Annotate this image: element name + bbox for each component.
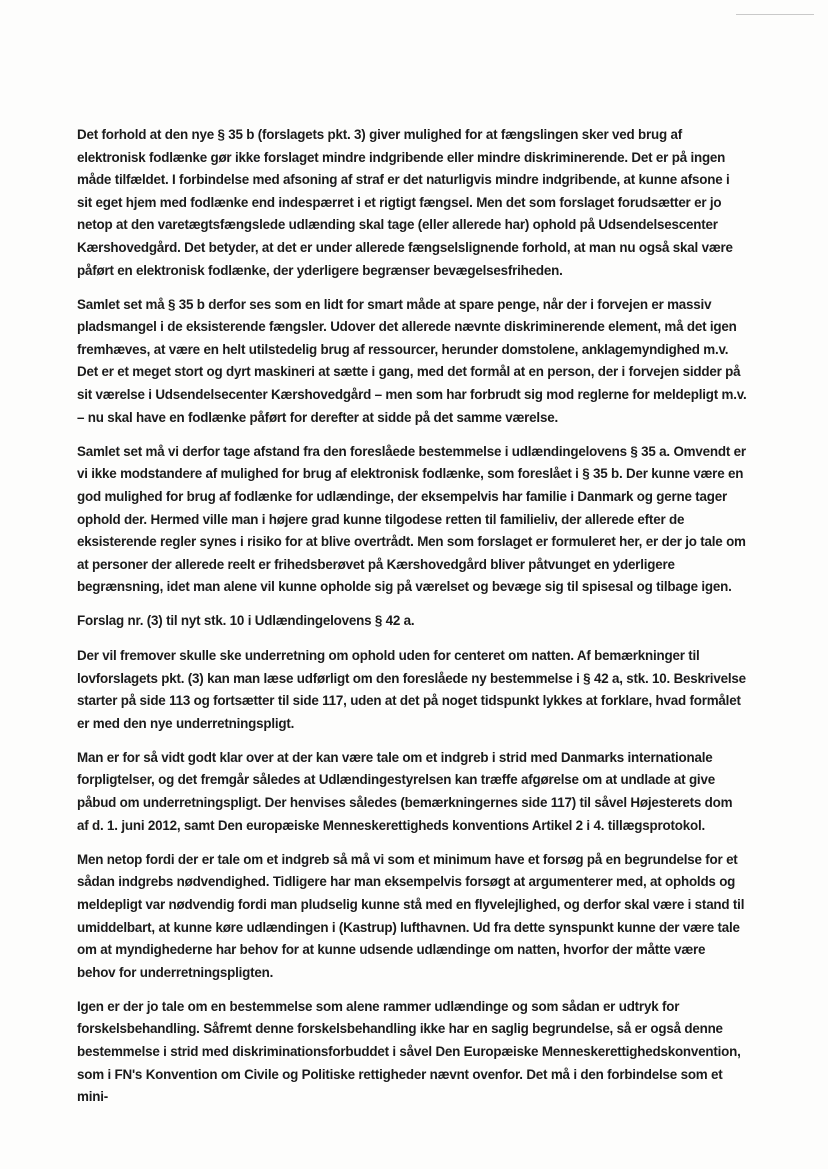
paragraph-underretning: Der vil fremover skulle ske underretning om ophold uden for centeret om natten. Af bemærkninger til lovforslagets pkt. (3) kan man læse udførligt om den foreslåede ny bestemmelse i § 42 a, stk. 10. Beskrivelse starter på side 113 og fortsætter til side 117, uden at det på noget tidspunkt lykkes at forklare, hvad formålet er med den nye underretningspligt. [77,647,746,731]
paragraph-begrundelse: Men netop fordi der er tale om et indgreb så må vi som et minimum have et forsøg på en begrundelse for et sådan indgrebs nødvendighed. Tidligere har man eksempelvis forsøgt at argumenterer med, at opholds og meldepligt var nødvendig fordi man pludselig kunne stå med en flyvelejlighed, og derfor skal være i stand til umiddelbart, at kunne køre udlændingen i (Kastrup) lufthavnen. Ud fra dette synspunkt kunne der være tale om at myndighederne har behov for at kunne udsende udlændinge om natten, hvorfor der måtte være behov for underretningspligten. [77,851,745,980]
paragraph-samlet-35a: Samlet set må vi derfor tage afstand fra den foreslåede bestemmelse i udlændingelovens § 35 a. Omvendt er vi ikke modstandere af mulighed for brug af elektronisk fodlænke, som foreslået i § 35 b. Der kunne være en god mulighed for brug af fodlænke for udlændinge, der eksempelvis har familie i Danmark og gerne tager ophold der. Hermed ville man i højere grad kunne tilgodese retten til familieliv, der allerede efter de eksisterende regler synes i risiko for at blive overtrådt. Men som forslaget er formuleret her, er der jo tale om at personer der allerede reelt er frihedsberøvet på Kærshovedgård bliver påtvunget en yderligere begrænsning, idet man alene vil kunne opholde sig på værelset og bevæge sig til spisesal og tilbage igen. [77,443,746,595]
scan-artifact-line [736,14,814,15]
section-heading-forslag-3: Forslag nr. (3) til nyt stk. 10 i Udlændingelovens § 42 a. [77,613,415,629]
document-body [77,124,747,1120]
paragraph-fodlaenke-35b: Det forhold at den nye § 35 b (forslagets pkt. 3) giver mulighed for at fængslingen sker ved brug af elektronisk fodlænke gør ikke forslaget mindre indgribende eller mindre diskriminerende. Det er på ingen måde tilfældet. I forbindelse med afsoning af straf er det naturligvis mindre indgribende, at kunne afsone i sit eget hjem med fodlænke end indespærret i et rigtigt fængsel. Men det som forslaget forudsætter er jo netop at den varetægtsfængslede udlænding skal tage (eller allerede har) ophold på Udsendelsescenter Kærshovedgård. Det betyder, at det er under allerede fængselslignende forhold, at man nu også skal være påført en elektronisk fodlænke, der yderligere begrænser bevægelsesfriheden. [77,127,733,278]
paragraph-forskelsbehandling: Igen er der jo tale om en bestemmelse som alene rammer udlændinge og som sådan er udtryk for forskelsbehandling. Såfremt denne forskelsbehandling ikke har en saglig begrundelse, så er også denne bestemmelse i strid med diskriminationsforbuddet i såvel Den Europæiske Menneskerettighedskonvention, som i FN's Konvention om Civile og Politiske rettigheder nævnt ovenfor. Det må i den forbindelse som et mini- [77,998,741,1105]
paragraph-forpligtelser: Man er for så vidt godt klar over at der kan være tale om et indgreb i strid med Danmarks internationale forpligtelser, og det fremgår således at Udlændingestyrelsen kan træffe afgørelse om at undlade at give påbud om underretningspligt. Der henvises således (bemærkningernes side 117) til såvel Højesterets dom af d. 1. juni 2012, samt Den europæiske Menneskerettigheds konventions Artikel 2 i 4. tillægsprotokol. [77,749,733,833]
paragraph-samlet-35b: Samlet set må § 35 b derfor ses som en lidt for smart måde at spare penge, når der i forvejen er massiv pladsmangel i de eksisterende fængsler. Udover det allerede nævnte diskriminerende element, må det igen fremhæves, at være en helt utilstedelig brug af ressourcer, herunder domstolene, anklagemyndighed m.v. Det er et meget stort og dyrt maskineri at sætte i gang, med det formål at en person, der i forvejen sidder på sit værelse i Udsendelsecenter Kærshovedgård – men som har forbrudt sig mod reglerne for meldepligt m.v. – nu skal have en fodlænke påført for derefter at sidde på det samme værelse. [77,296,747,425]
